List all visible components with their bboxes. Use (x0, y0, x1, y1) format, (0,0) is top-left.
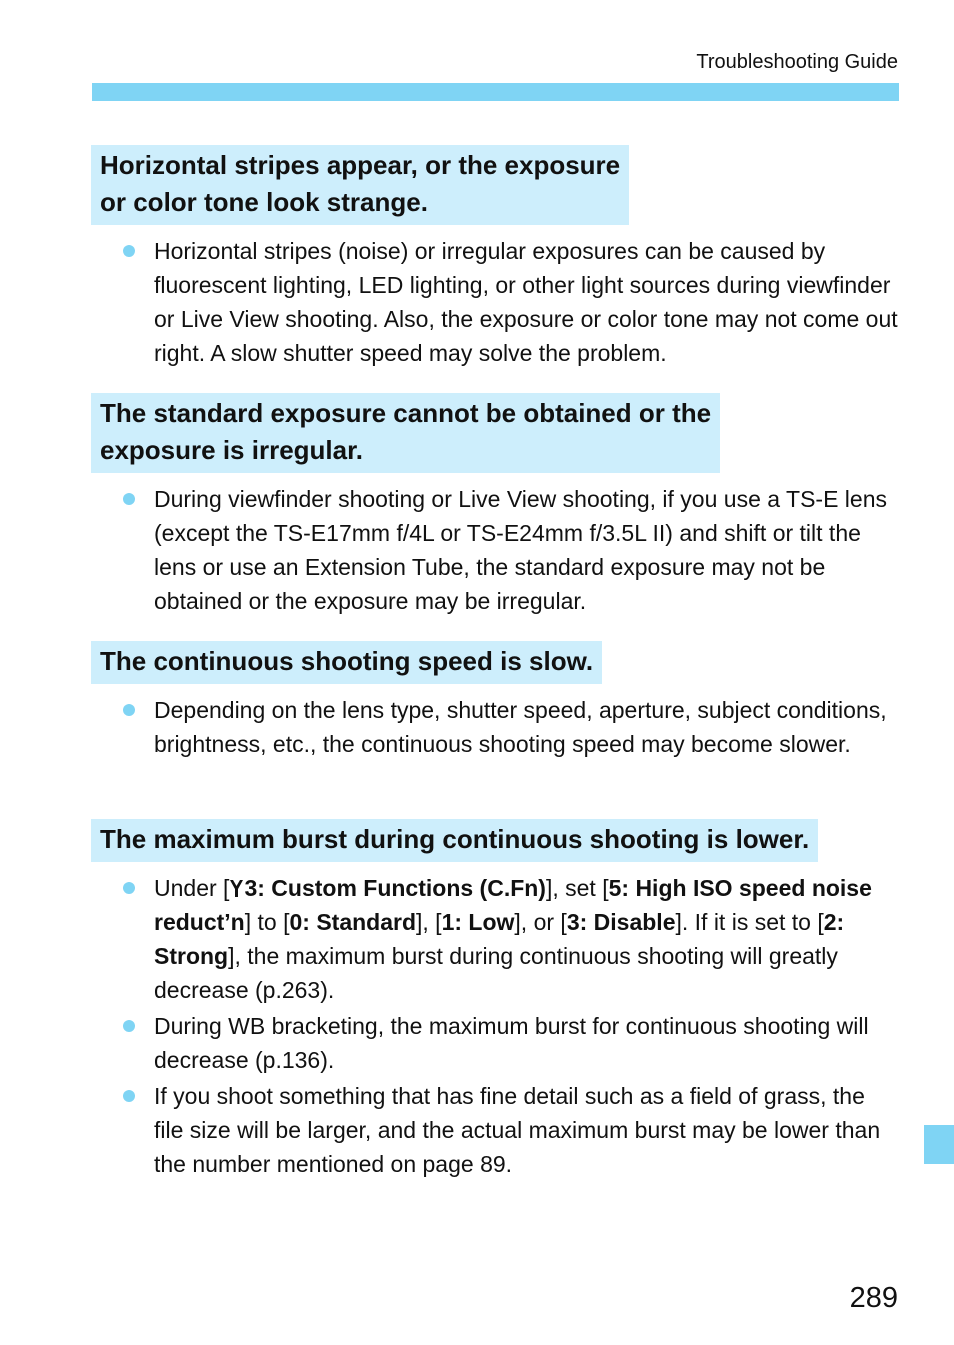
header-color-bar (92, 83, 899, 101)
bullet-text: Horizontal stripes (noise) or irregular exposures can be caused by fluorescent lighting, LED lighting, or other light sources during viewfinder or Live View shooting. Also, the exposure or color tone may not come out right. A slow shutter speed may solve the problem. (154, 238, 898, 366)
bullet-text-bold: 1: Low (441, 909, 515, 935)
list-item (91, 871, 899, 1007)
bullet-text: During WB bracketing, the maximum burst for continuous shooting will decrease (p.136). (154, 1013, 869, 1073)
bullet-text-bold: 2: Strong (154, 909, 845, 969)
bullet-dot-icon (123, 1090, 135, 1102)
heading-line-1: The maximum burst during continuous shooting is lower. (100, 824, 810, 854)
bullet-dot-icon (123, 704, 135, 716)
list-item (91, 1079, 899, 1181)
section-heading (91, 819, 818, 862)
heading-line-1: The continuous shooting speed is slow. (100, 646, 594, 676)
bullet-text-bold: 3: Custom Functions (C.Fn) (244, 875, 546, 901)
bullet-text-plain: ] to [ (244, 909, 290, 935)
section-heading (91, 641, 602, 684)
section-standard-exposure (91, 393, 899, 618)
bullet-text-bold: 0: Standard (289, 909, 417, 935)
heading-line-2: exposure is irregular. (100, 435, 364, 465)
list-item (91, 693, 899, 761)
bullet-dot-icon (123, 1020, 135, 1032)
heading-line-2: or color tone look strange. (100, 187, 428, 217)
bullet-text: During viewfinder shooting or Live View shooting, if you use a TS-E lens (except the TS-E17mm f/4L or TS-E24mm f/3.5L II) and shift or tilt the lens or use an Extension Tube, the standard exposure may not be obtained or the exposure may be irregular. (154, 486, 887, 614)
list-item (91, 482, 899, 618)
bullet-dot-icon (123, 882, 135, 894)
section-heading (91, 393, 720, 473)
wrench-icon (229, 875, 244, 901)
bullet-text-plain: ], the maximum burst during continuous shooting will greatly decrease (p.263). (154, 943, 838, 1003)
bullet-text-plain: ], or [ (514, 909, 567, 935)
bullet-text: If you shoot something that has fine detail such as a field of grass, the file size will be larger, and the actual maximum burst may be lower than the number mentioned on page 89. (154, 1083, 881, 1177)
bullet-text-plain: ]. If it is set to [ (675, 909, 824, 935)
running-head-title: Troubleshooting Guide (696, 51, 898, 73)
list-item (91, 1009, 899, 1077)
bullet-text-plain: ], set [ (545, 875, 609, 901)
bullet-text: Depending on the lens type, shutter speed, aperture, subject conditions, brightness, etc., the continuous shooting speed may become slower. (154, 697, 887, 757)
chapter-tab-marker (924, 1125, 954, 1164)
section-horizontal-stripes (91, 145, 899, 370)
bullet-dot-icon (123, 245, 135, 257)
bullet-list (91, 693, 899, 761)
bullet-text-bold: 5: High ISO speed noise reduct’n (154, 875, 872, 935)
section-maximum-burst (91, 819, 899, 1181)
bullet-text-plain: ], [ (416, 909, 442, 935)
section-heading (91, 145, 629, 225)
bullet-text-bold: 3: Disable (566, 909, 676, 935)
bullet-list (91, 234, 899, 370)
bullet-list (91, 871, 899, 1181)
bullet-text-plain: Under [ (154, 875, 230, 901)
heading-line-1: Horizontal stripes appear, or the exposure (100, 150, 621, 180)
list-item (91, 234, 899, 370)
section-continuous-speed (91, 641, 899, 761)
page-number: 289 (849, 1282, 898, 1314)
bullet-dot-icon (123, 493, 135, 505)
heading-line-1: The standard exposure cannot be obtained or the (100, 398, 712, 428)
bullet-list (91, 482, 899, 618)
